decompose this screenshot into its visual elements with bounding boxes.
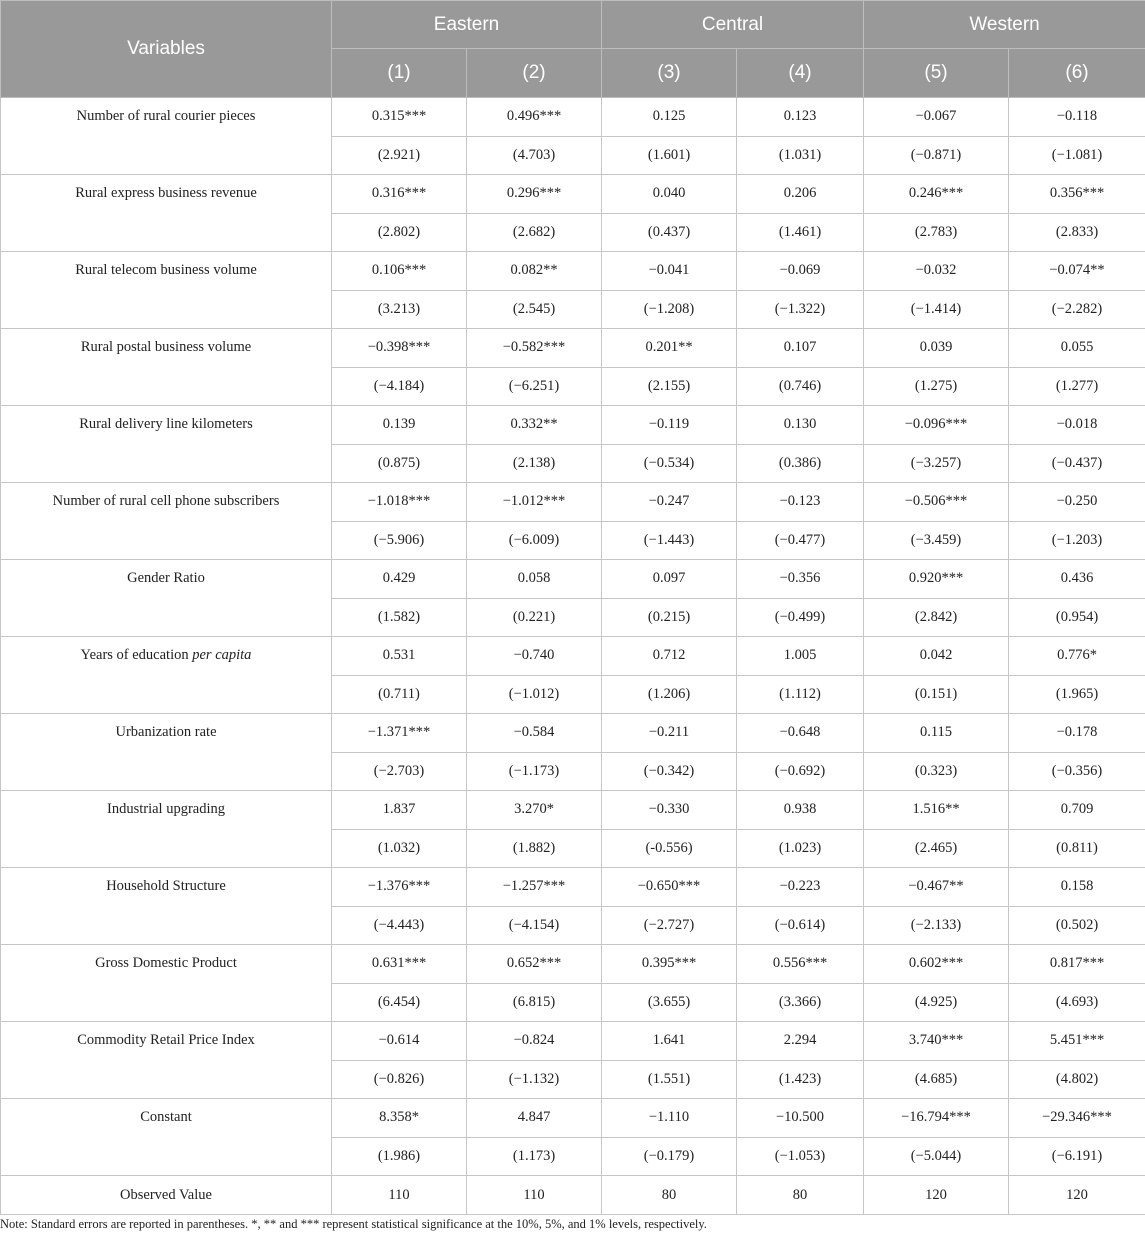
coefficient-cell: −0.824 — [467, 1022, 602, 1061]
coefficient-cell: 0.356*** — [1009, 175, 1145, 214]
coefficient-cell: −0.582*** — [467, 329, 602, 368]
tstat-cell: (1.275) — [864, 367, 1009, 406]
tstat-cell: (−4.154) — [467, 906, 602, 945]
tstat-cell: (−1.322) — [737, 290, 864, 329]
coefficient-cell: 0.429 — [332, 560, 467, 599]
coefficient-cell: 0.332** — [467, 406, 602, 445]
tstat-cell: (−1.173) — [467, 752, 602, 791]
coefficient-cell: 0.042 — [864, 637, 1009, 676]
variable-name — [1, 1099, 332, 1176]
table-row-coefficient — [1, 406, 1145, 445]
coefficient-cell: 0.395*** — [602, 945, 737, 984]
tstat-cell: (−4.184) — [332, 367, 467, 406]
coefficient-cell: 0.920*** — [864, 560, 1009, 599]
tstat-cell: (−1.081) — [1009, 136, 1145, 175]
coefficient-cell: −0.614 — [332, 1022, 467, 1061]
coefficient-cell: 1.641 — [602, 1022, 737, 1061]
coefficient-cell: 0.531 — [332, 637, 467, 676]
tstat-cell: (2.138) — [467, 444, 602, 483]
coefficient-cell: 0.315*** — [332, 98, 467, 137]
coefficient-cell: −0.067 — [864, 98, 1009, 137]
coefficient-cell: 1.516** — [864, 791, 1009, 830]
tstat-cell: (−0.437) — [1009, 444, 1145, 483]
table-row-observed — [1, 1176, 1145, 1215]
tstat-cell: (−1.012) — [467, 675, 602, 714]
tstat-cell: (−1.443) — [602, 521, 737, 560]
table-row-coefficient — [1, 560, 1145, 599]
tstat-cell: (1.423) — [737, 1060, 864, 1099]
coefficient-cell: −0.096*** — [864, 406, 1009, 445]
tstat-cell: (−0.614) — [737, 906, 864, 945]
coefficient-cell: 0.602*** — [864, 945, 1009, 984]
variable-name-text: Industrial upgrading — [107, 801, 225, 817]
tstat-cell: (1.023) — [737, 829, 864, 868]
coefficient-cell: −0.069 — [737, 252, 864, 291]
coefficient-cell: 3.740*** — [864, 1022, 1009, 1061]
tstat-cell: (−0.692) — [737, 752, 864, 791]
tstat-cell: (0.151) — [864, 675, 1009, 714]
tstat-cell: (2.833) — [1009, 213, 1145, 252]
observed-cell: 120 — [1009, 1176, 1145, 1215]
coefficient-cell: 0.123 — [737, 98, 864, 137]
tstat-cell: (−6.251) — [467, 367, 602, 406]
tstat-cell: (−0.499) — [737, 598, 864, 637]
variable-name-text: Commodity Retail Price Index — [77, 1032, 255, 1048]
tstat-cell: (0.323) — [864, 752, 1009, 791]
tstat-cell: (4.693) — [1009, 983, 1145, 1022]
variable-name-text: Number of rural cell phone subscribers — [52, 493, 280, 509]
coefficient-cell: −10.500 — [737, 1099, 864, 1138]
coefficient-cell: 0.712 — [602, 637, 737, 676]
variable-name — [1, 1022, 332, 1099]
tstat-cell: (0.875) — [332, 444, 467, 483]
tstat-cell: (−6.191) — [1009, 1137, 1145, 1176]
table-row-coefficient — [1, 175, 1145, 214]
variable-name — [1, 945, 332, 1022]
coefficient-cell: −0.740 — [467, 637, 602, 676]
tstat-cell: (0.711) — [332, 675, 467, 714]
coefficient-cell: −0.584 — [467, 714, 602, 753]
observed-cell: 110 — [467, 1176, 602, 1215]
tstat-cell: (0.437) — [602, 213, 737, 252]
coefficient-cell: 0.040 — [602, 175, 737, 214]
variable-name — [1, 637, 332, 714]
variable-name-italic: per capita — [192, 647, 252, 663]
table-row-coefficient — [1, 637, 1145, 676]
variable-name-text: Years of education — [80, 647, 193, 663]
coefficient-cell: 0.055 — [1009, 329, 1145, 368]
coefficient-cell: −0.223 — [737, 868, 864, 907]
tstat-cell: (−3.257) — [864, 444, 1009, 483]
tstat-cell: (−0.826) — [332, 1060, 467, 1099]
tstat-cell: (2.545) — [467, 290, 602, 329]
coefficient-cell: 0.158 — [1009, 868, 1145, 907]
tstat-cell: (−1.414) — [864, 290, 1009, 329]
variable-name — [1, 560, 332, 637]
observed-label: Observed Value — [1, 1176, 332, 1215]
table-row-coefficient — [1, 791, 1145, 830]
coefficient-cell: 0.938 — [737, 791, 864, 830]
coefficient-cell: −0.074** — [1009, 252, 1145, 291]
coefficient-cell: 0.201** — [602, 329, 737, 368]
coefficient-cell: 0.817*** — [1009, 945, 1145, 984]
tstat-cell: (−0.477) — [737, 521, 864, 560]
tstat-cell: (0.221) — [467, 598, 602, 637]
header-group-eastern: Eastern — [332, 1, 602, 49]
tstat-cell: (6.815) — [467, 983, 602, 1022]
coefficient-cell: 2.294 — [737, 1022, 864, 1061]
coefficient-cell: 4.847 — [467, 1099, 602, 1138]
coefficient-cell: 0.296*** — [467, 175, 602, 214]
tstat-cell: (3.213) — [332, 290, 467, 329]
table-row-coefficient — [1, 945, 1145, 984]
variable-name — [1, 329, 332, 406]
variable-name — [1, 483, 332, 560]
variable-name-text: Number of rural courier pieces — [76, 108, 256, 124]
coefficient-cell: −0.041 — [602, 252, 737, 291]
tstat-cell: (−5.906) — [332, 521, 467, 560]
tstat-cell: (1.032) — [332, 829, 467, 868]
header-column: (4) — [737, 49, 864, 98]
coefficient-cell: 0.436 — [1009, 560, 1145, 599]
tstat-cell: (−2.282) — [1009, 290, 1145, 329]
observed-cell: 80 — [602, 1176, 737, 1215]
coefficient-cell: 0.058 — [467, 560, 602, 599]
coefficient-cell: 0.776* — [1009, 637, 1145, 676]
tstat-cell: (0.954) — [1009, 598, 1145, 637]
tstat-cell: (0.386) — [737, 444, 864, 483]
observed-cell: 120 — [864, 1176, 1009, 1215]
coefficient-cell: −1.371*** — [332, 714, 467, 753]
variable-name — [1, 252, 332, 329]
tstat-cell: (1.173) — [467, 1137, 602, 1176]
table-note: Note: Standard errors are reported in parentheses. *, ** and *** represent statistical significance at the 10%, 5%, and 1% levels, respectively. — [0, 1217, 707, 1231]
tstat-cell: (1.277) — [1009, 367, 1145, 406]
tstat-cell: (4.703) — [467, 136, 602, 175]
tstat-cell: (-0.556) — [602, 829, 737, 868]
coefficient-cell: −0.211 — [602, 714, 737, 753]
coefficient-cell: −0.018 — [1009, 406, 1145, 445]
tstat-cell: (2.682) — [467, 213, 602, 252]
tstat-cell: (−1.053) — [737, 1137, 864, 1176]
tstat-cell: (0.811) — [1009, 829, 1145, 868]
coefficient-cell: −0.506*** — [864, 483, 1009, 522]
coefficient-cell: −1.018*** — [332, 483, 467, 522]
variable-name-text: Constant — [140, 1109, 192, 1125]
variable-name — [1, 791, 332, 868]
coefficient-cell: 0.082** — [467, 252, 602, 291]
table-row-coefficient — [1, 98, 1145, 137]
variable-name-text: Gross Domestic Product — [95, 955, 237, 971]
variable-name — [1, 714, 332, 791]
coefficient-cell: 0.556*** — [737, 945, 864, 984]
coefficient-cell: −1.257*** — [467, 868, 602, 907]
header-column: (2) — [467, 49, 602, 98]
coefficient-cell: −0.330 — [602, 791, 737, 830]
variable-name-text: Gender Ratio — [127, 570, 205, 586]
coefficient-cell: −0.247 — [602, 483, 737, 522]
coefficient-cell: 0.106*** — [332, 252, 467, 291]
tstat-cell: (2.842) — [864, 598, 1009, 637]
tstat-cell: (−0.342) — [602, 752, 737, 791]
coefficient-cell: 0.652*** — [467, 945, 602, 984]
tstat-cell: (0.215) — [602, 598, 737, 637]
coefficient-cell: −16.794*** — [864, 1099, 1009, 1138]
tstat-cell: (−0.534) — [602, 444, 737, 483]
coefficient-cell: 5.451*** — [1009, 1022, 1145, 1061]
coefficient-cell: −0.123 — [737, 483, 864, 522]
tstat-cell: (1.882) — [467, 829, 602, 868]
tstat-cell: (−1.203) — [1009, 521, 1145, 560]
table-row-coefficient — [1, 252, 1145, 291]
table-row-coefficient — [1, 483, 1145, 522]
coefficient-cell: −0.648 — [737, 714, 864, 753]
coefficient-cell: −0.032 — [864, 252, 1009, 291]
tstat-cell: (1.206) — [602, 675, 737, 714]
table-row-coefficient — [1, 868, 1145, 907]
header-column: (6) — [1009, 49, 1145, 98]
header-column: (3) — [602, 49, 737, 98]
tstat-cell: (−5.044) — [864, 1137, 1009, 1176]
variable-name-text: Household Structure — [106, 878, 226, 894]
tstat-cell: (2.783) — [864, 213, 1009, 252]
table-row-coefficient — [1, 1099, 1145, 1138]
tstat-cell: (2.465) — [864, 829, 1009, 868]
tstat-cell: (0.746) — [737, 367, 864, 406]
tstat-cell: (1.461) — [737, 213, 864, 252]
coefficient-cell: 8.358* — [332, 1099, 467, 1138]
coefficient-cell: 0.246*** — [864, 175, 1009, 214]
tstat-cell: (2.802) — [332, 213, 467, 252]
variable-name — [1, 868, 332, 945]
coefficient-cell: 1.005 — [737, 637, 864, 676]
coefficient-cell: 0.496*** — [467, 98, 602, 137]
coefficient-cell: 0.709 — [1009, 791, 1145, 830]
tstat-cell: (2.921) — [332, 136, 467, 175]
variable-name-text: Rural delivery line kilometers — [79, 416, 253, 432]
tstat-cell: (6.454) — [332, 983, 467, 1022]
tstat-cell: (3.655) — [602, 983, 737, 1022]
table-body — [1, 98, 1145, 1215]
tstat-cell: (1.582) — [332, 598, 467, 637]
coefficient-cell: −29.346*** — [1009, 1099, 1145, 1138]
tstat-cell: (1.965) — [1009, 675, 1145, 714]
coefficient-cell: 0.206 — [737, 175, 864, 214]
observed-cell: 80 — [737, 1176, 864, 1215]
variable-name — [1, 175, 332, 252]
observed-cell: 110 — [332, 1176, 467, 1215]
tstat-cell: (−4.443) — [332, 906, 467, 945]
header-row-groups — [1, 1, 1145, 49]
tstat-cell: (1.551) — [602, 1060, 737, 1099]
tstat-cell: (−0.356) — [1009, 752, 1145, 791]
variable-name — [1, 98, 332, 175]
header-group-central: Central — [602, 1, 864, 49]
coefficient-cell: 0.039 — [864, 329, 1009, 368]
coefficient-cell: −1.012*** — [467, 483, 602, 522]
tstat-cell: (4.802) — [1009, 1060, 1145, 1099]
table-row-coefficient — [1, 1022, 1145, 1061]
coefficient-cell: 3.270* — [467, 791, 602, 830]
coefficient-cell: 0.631*** — [332, 945, 467, 984]
table-row-coefficient — [1, 329, 1145, 368]
coefficient-cell: 0.130 — [737, 406, 864, 445]
tstat-cell: (1.112) — [737, 675, 864, 714]
tstat-cell: (−2.703) — [332, 752, 467, 791]
variable-name — [1, 406, 332, 483]
coefficient-cell: 0.097 — [602, 560, 737, 599]
header-group-western: Western — [864, 1, 1145, 49]
tstat-cell: (−0.871) — [864, 136, 1009, 175]
coefficient-cell: 0.316*** — [332, 175, 467, 214]
tstat-cell: (0.502) — [1009, 906, 1145, 945]
variable-name-text: Urbanization rate — [115, 724, 217, 740]
variable-name-text: Rural express business revenue — [75, 185, 257, 201]
coefficient-cell: −0.119 — [602, 406, 737, 445]
coefficient-cell: −1.376*** — [332, 868, 467, 907]
header-column: (1) — [332, 49, 467, 98]
tstat-cell: (−0.179) — [602, 1137, 737, 1176]
tstat-cell: (−2.727) — [602, 906, 737, 945]
coefficient-cell: −0.398*** — [332, 329, 467, 368]
tstat-cell: (−6.009) — [467, 521, 602, 560]
tstat-cell: (1.031) — [737, 136, 864, 175]
tstat-cell: (−1.132) — [467, 1060, 602, 1099]
tstat-cell: (1.601) — [602, 136, 737, 175]
tstat-cell: (4.685) — [864, 1060, 1009, 1099]
tstat-cell: (−2.133) — [864, 906, 1009, 945]
header-variables: Variables — [1, 1, 332, 98]
coefficient-cell: 0.139 — [332, 406, 467, 445]
coefficient-cell: −0.650*** — [602, 868, 737, 907]
tstat-cell: (2.155) — [602, 367, 737, 406]
table-row-coefficient — [1, 714, 1145, 753]
tstat-cell: (4.925) — [864, 983, 1009, 1022]
tstat-cell: (3.366) — [737, 983, 864, 1022]
coefficient-cell: −0.118 — [1009, 98, 1145, 137]
coefficient-cell: 1.837 — [332, 791, 467, 830]
coefficient-cell: 0.125 — [602, 98, 737, 137]
tstat-cell: (−1.208) — [602, 290, 737, 329]
tstat-cell: (1.986) — [332, 1137, 467, 1176]
variable-name-text: Rural telecom business volume — [75, 262, 257, 278]
variable-name-text: Rural postal business volume — [80, 339, 252, 355]
header-column: (5) — [864, 49, 1009, 98]
coefficient-cell: −0.356 — [737, 560, 864, 599]
coefficient-cell: −0.178 — [1009, 714, 1145, 753]
coefficient-cell: −1.110 — [602, 1099, 737, 1138]
coefficient-cell: 0.115 — [864, 714, 1009, 753]
coefficient-cell: 0.107 — [737, 329, 864, 368]
coefficient-cell: −0.467** — [864, 868, 1009, 907]
tstat-cell: (−3.459) — [864, 521, 1009, 560]
coefficient-cell: −0.250 — [1009, 483, 1145, 522]
